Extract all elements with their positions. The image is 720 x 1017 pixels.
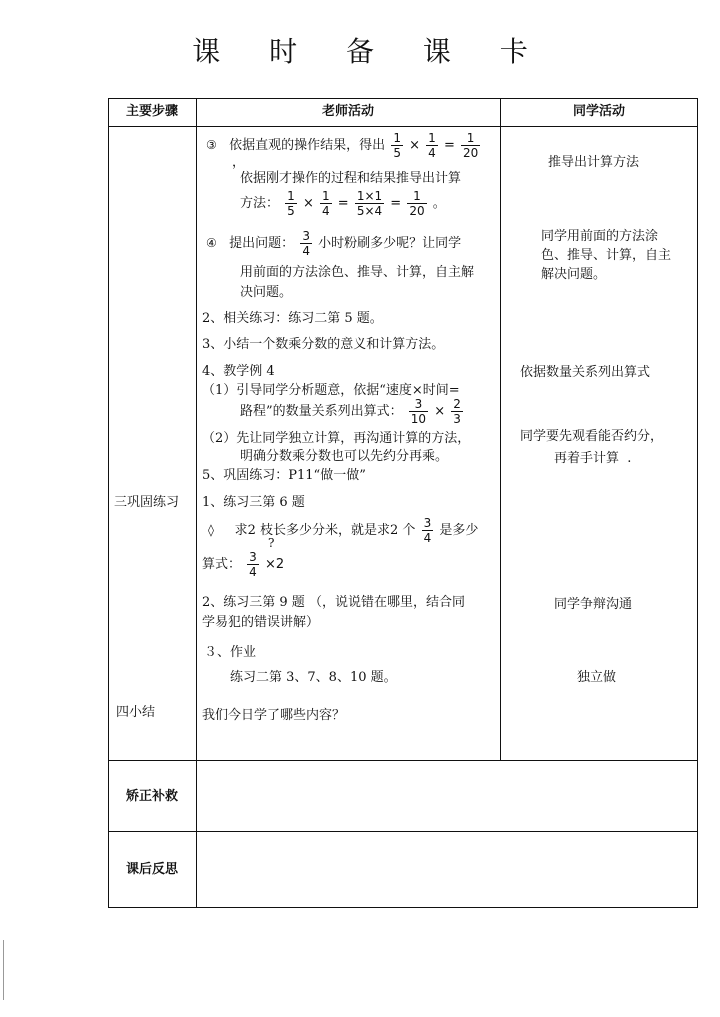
teacher-line-1: ③ 依据直观的操作结果，得出 $\frac{1}{5}$ × $\frac{1}{4}$ = $\frac{1}{20}$ bbox=[206, 131, 479, 160]
fraction-3-10: $\frac{3}{10}$ bbox=[410, 397, 427, 426]
header-steps: 主要步骤 bbox=[125, 104, 178, 119]
teacher-line-5: 用前面的方法涂色、推导、计算，自主解 bbox=[240, 265, 475, 280]
diamond-bullet-icon: ◊ bbox=[208, 523, 214, 537]
teacher-line-18: 2、练习三第 9 题 （，说说错在哪里，结合同 bbox=[202, 595, 465, 610]
teacher-line-17: 算式： $\frac{3}{4}$ ×2 bbox=[202, 550, 285, 579]
student-line-1: 推导出计算方法 bbox=[548, 155, 640, 170]
teacher-line-15: 1、练习三第 6 题 bbox=[202, 495, 305, 510]
teacher-line-7: 2、相关练习：练习二第 5 题。 bbox=[202, 311, 383, 326]
teacher-line-21: 练习二第 3、7、8、10 题。 bbox=[230, 670, 397, 685]
teacher-line-13: 明确分数乘分数也可以先约分再乘。 bbox=[240, 449, 449, 464]
fraction-3-4: $\frac{3}{4}$ bbox=[423, 516, 432, 545]
student-line-3: 色、推导、计算，自主 bbox=[541, 248, 672, 263]
table-border-right bbox=[697, 98, 698, 908]
column-divider-2 bbox=[500, 98, 501, 760]
teacher-line-3: 方法： $\frac{1}{5}$ × $\frac{1}{4}$ = $\frac{1\times 1}{5\times 4}$ = $\frac{1}{20}$ 。 bbox=[240, 189, 446, 218]
teacher-line-4: ④ 提出问题： $\frac{3}{4}$ 小时粉刷多少呢？让同学 bbox=[206, 229, 462, 258]
table-border-left bbox=[108, 98, 109, 908]
student-line-6: 同学要先观看能否约分， bbox=[520, 429, 664, 444]
column-divider-1 bbox=[196, 98, 197, 908]
fraction-1-4: $\frac{1}{4}$ bbox=[428, 131, 436, 160]
page-edge-mark bbox=[3, 940, 4, 1000]
fraction-1-5: $\frac{1}{5}$ bbox=[287, 189, 295, 218]
teacher-line-12: （2）先让同学独立计算，再沟通计算的方法， bbox=[202, 431, 471, 446]
teacher-line-6: 决问题。 bbox=[240, 285, 293, 300]
page-title: 课 时 备 课 卡 bbox=[192, 35, 548, 68]
fraction-1-4: $\frac{1}{4}$ bbox=[321, 189, 330, 218]
teacher-line-10: （1）引导同学分析题意，依据“速度×时间= bbox=[202, 383, 460, 398]
step-number-3: ③ bbox=[206, 138, 217, 152]
fraction-1-5: $\frac{1}{5}$ bbox=[393, 131, 401, 160]
teacher-question-mark: ? bbox=[268, 536, 275, 550]
teacher-text-1: 依据直观的操作结果，得出 bbox=[229, 138, 386, 153]
fraction-3-4: $\frac{3}{4}$ bbox=[302, 229, 310, 258]
header-student: 同学活动 bbox=[572, 104, 625, 119]
teacher-line-11: 路程”的数量关系列出算式： $\frac{3}{10}$ × $\frac{2}{3}$ bbox=[240, 397, 461, 426]
header-teacher: 老师活动 bbox=[321, 104, 374, 119]
teacher-line-20: ３、作业 bbox=[204, 645, 257, 660]
fraction-product: $\frac{1\times 1}{5\times 4}$ bbox=[356, 189, 383, 218]
step-consolidate: 三巩固练习 bbox=[114, 495, 180, 510]
teacher-line-22: 我们今日学了哪些内容？ bbox=[202, 708, 346, 723]
teacher-line-2: 依据刚才操作的过程和结果推导出计算 bbox=[240, 171, 462, 186]
fraction-1-20: $\frac{1}{20}$ bbox=[462, 131, 479, 160]
step-summary: 四小结 bbox=[116, 705, 156, 720]
fraction-1-20: $\frac{1}{20}$ bbox=[409, 189, 425, 218]
student-line-5: 依据数量关系列出算式 bbox=[520, 365, 651, 380]
fraction-2-3: $\frac{2}{3}$ bbox=[453, 397, 461, 426]
lesson-table bbox=[108, 98, 698, 908]
teacher-comma: ， bbox=[232, 155, 246, 170]
step-reflection: 课后反思 bbox=[125, 862, 178, 877]
student-line-8: 同学争辩沟通 bbox=[554, 597, 633, 612]
teacher-line-16: ◊ 求2 枝长多少分米，就是求2 个 $\frac{3}{4}$ 是多少 bbox=[208, 516, 479, 545]
teacher-line-14: 5、巩固练习：P11“做一做” bbox=[202, 468, 366, 483]
teacher-line-19: 学易犯的错误讲解） bbox=[202, 615, 320, 630]
student-line-2: 同学用前面的方法涂 bbox=[541, 229, 659, 244]
fraction-3-4: $\frac{3}{4}$ bbox=[249, 550, 257, 579]
teacher-line-8: 3、小结一个数乘分数的意义和计算方法。 bbox=[202, 337, 445, 352]
step-correction: 矫正补救 bbox=[125, 789, 178, 804]
teacher-line-9: 4、教学例 4 bbox=[202, 364, 275, 379]
student-line-4: 解决问题。 bbox=[541, 267, 607, 282]
student-line-7: 再着手计算 . bbox=[554, 451, 632, 466]
student-line-9: 独立做 bbox=[577, 670, 617, 685]
step-number-4: ④ bbox=[206, 236, 217, 250]
